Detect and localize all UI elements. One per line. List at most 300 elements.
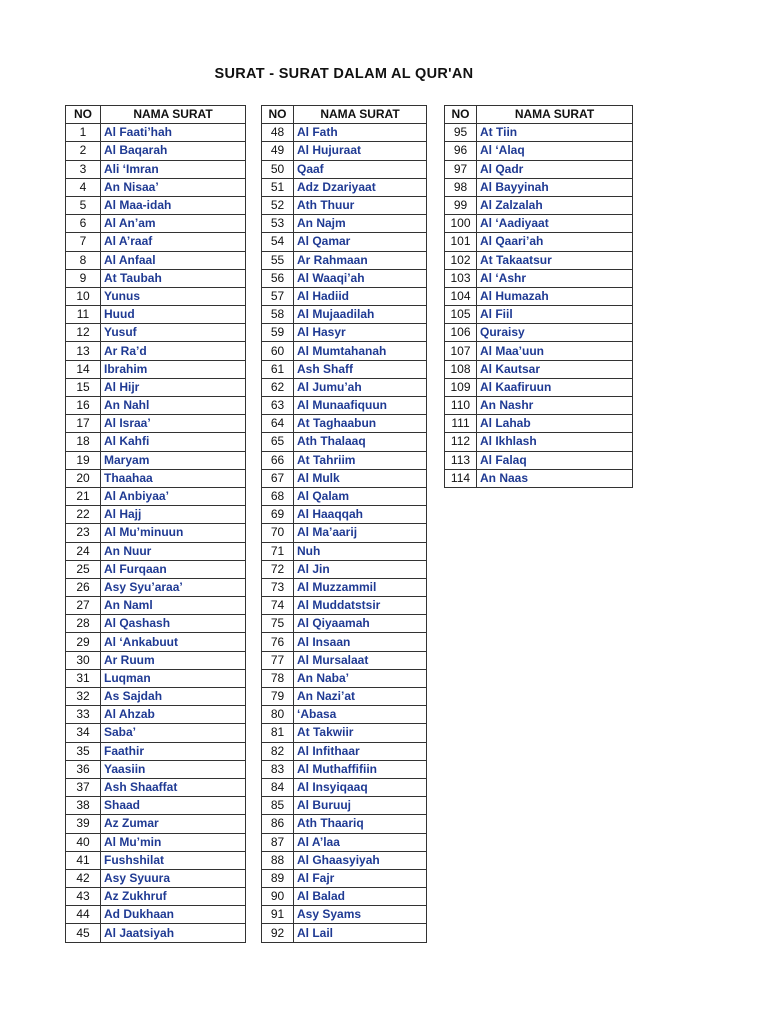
surat-name: Al Lahab	[477, 415, 633, 433]
table-row	[66, 433, 246, 451]
table-row	[262, 597, 427, 615]
table-row	[262, 560, 427, 578]
table-row	[262, 378, 427, 396]
surat-name: Ar Rahmaan	[294, 251, 427, 269]
surat-name: Al Maa’uun	[477, 342, 633, 360]
surat-name: Ash Shaaffat	[101, 778, 246, 796]
surat-name: Nuh	[294, 542, 427, 560]
surat-number: 84	[262, 778, 294, 796]
surat-number: 19	[66, 451, 101, 469]
surat-name: Al Jin	[294, 560, 427, 578]
surat-number: 75	[262, 615, 294, 633]
surat-name: Al Fath	[294, 124, 427, 142]
table-row	[66, 160, 246, 178]
surat-number: 61	[262, 360, 294, 378]
surat-name: At Takwiir	[294, 724, 427, 742]
surat-number: 98	[445, 178, 477, 196]
table-row	[262, 306, 427, 324]
table-row	[66, 378, 246, 396]
surat-number: 50	[262, 160, 294, 178]
surat-number: 83	[262, 760, 294, 778]
surat-name: Al Hujuraat	[294, 142, 427, 160]
surat-name: Al Ikhlash	[477, 433, 633, 451]
surat-number: 111	[445, 415, 477, 433]
table-row	[445, 142, 633, 160]
table-row	[262, 778, 427, 796]
surat-number: 100	[445, 215, 477, 233]
surat-name: Ath Thuur	[294, 196, 427, 214]
surat-number: 10	[66, 287, 101, 305]
page-title: SURAT - SURAT DALAM AL QUR'AN	[214, 66, 474, 82]
table-row	[262, 433, 427, 451]
surat-number: 16	[66, 397, 101, 415]
table-row	[445, 178, 633, 196]
surat-number: 56	[262, 269, 294, 287]
surat-number: 5	[66, 196, 101, 214]
table-row	[262, 924, 427, 942]
table-row	[66, 451, 246, 469]
surat-name: An Naba’	[294, 669, 427, 687]
table-row	[66, 215, 246, 233]
surat-number: 110	[445, 397, 477, 415]
surat-name: Al Qadr	[477, 160, 633, 178]
surat-name: Yaasiin	[101, 760, 246, 778]
surat-name: Ath Thaariq	[294, 815, 427, 833]
table-row	[262, 815, 427, 833]
surat-number: 103	[445, 269, 477, 287]
surat-name: An Nazi’at	[294, 688, 427, 706]
table-row	[262, 451, 427, 469]
surat-number: 21	[66, 487, 101, 505]
surat-number: 23	[66, 524, 101, 542]
table-row	[262, 633, 427, 651]
surat-name: Al Ghaasyiyah	[294, 851, 427, 869]
surat-name: Al An’am	[101, 215, 246, 233]
surat-name: Al Qamar	[294, 233, 427, 251]
surat-number: 33	[66, 706, 101, 724]
surat-number: 71	[262, 542, 294, 560]
table-row	[66, 560, 246, 578]
table-row	[66, 397, 246, 415]
table-row	[66, 142, 246, 160]
surat-name: Al Humazah	[477, 287, 633, 305]
table-row	[66, 760, 246, 778]
surat-number: 7	[66, 233, 101, 251]
surat-name: Al Insaan	[294, 633, 427, 651]
table-row	[66, 906, 246, 924]
surat-table-2	[261, 105, 427, 943]
surat-number: 60	[262, 342, 294, 360]
column-header-nama-surat: NAMA SURAT	[101, 106, 246, 124]
surat-name: Al Baqarah	[101, 142, 246, 160]
table-row	[262, 324, 427, 342]
table-row	[66, 833, 246, 851]
table-row	[66, 924, 246, 942]
surat-number: 65	[262, 433, 294, 451]
table-row	[445, 451, 633, 469]
surat-number: 28	[66, 615, 101, 633]
surat-number: 67	[262, 469, 294, 487]
table-row	[66, 124, 246, 142]
surat-number: 55	[262, 251, 294, 269]
surat-name: Al Munaafiquun	[294, 397, 427, 415]
table-row	[66, 706, 246, 724]
surat-name: Al Furqaan	[101, 560, 246, 578]
table-row	[66, 469, 246, 487]
surat-name: Al Ahzab	[101, 706, 246, 724]
table-header-row	[66, 106, 246, 124]
table-row	[262, 742, 427, 760]
surat-number: 104	[445, 287, 477, 305]
table-row	[66, 269, 246, 287]
table-row	[262, 578, 427, 596]
table-row	[262, 869, 427, 887]
table-row	[262, 196, 427, 214]
table-row	[262, 724, 427, 742]
surat-number: 92	[262, 924, 294, 942]
table-row	[262, 888, 427, 906]
surat-number: 15	[66, 378, 101, 396]
surat-number: 4	[66, 178, 101, 196]
table-row	[262, 542, 427, 560]
surat-number: 39	[66, 815, 101, 833]
table-row	[445, 160, 633, 178]
surat-number: 102	[445, 251, 477, 269]
surat-number: 73	[262, 578, 294, 596]
table-row	[66, 578, 246, 596]
surat-number: 74	[262, 597, 294, 615]
surat-number: 8	[66, 251, 101, 269]
surat-name: An Nisaa’	[101, 178, 246, 196]
table-row	[445, 360, 633, 378]
table-row	[262, 797, 427, 815]
surat-number: 97	[445, 160, 477, 178]
surat-number: 41	[66, 851, 101, 869]
surat-number: 17	[66, 415, 101, 433]
table-row	[66, 506, 246, 524]
column-header-no: NO	[262, 106, 294, 124]
surat-number: 11	[66, 306, 101, 324]
surat-number: 25	[66, 560, 101, 578]
surat-name: Al Mu’minuun	[101, 524, 246, 542]
table-row	[262, 287, 427, 305]
surat-number: 89	[262, 869, 294, 887]
surat-name: An Nashr	[477, 397, 633, 415]
surat-name: Ath Thalaaq	[294, 433, 427, 451]
surat-number: 2	[66, 142, 101, 160]
surat-name: Saba’	[101, 724, 246, 742]
surat-number: 79	[262, 688, 294, 706]
surat-number: 72	[262, 560, 294, 578]
surat-number: 112	[445, 433, 477, 451]
table-row	[262, 760, 427, 778]
surat-name: Faathir	[101, 742, 246, 760]
table-row	[445, 124, 633, 142]
table-row	[66, 688, 246, 706]
column-header-no: NO	[445, 106, 477, 124]
surat-name: At Takaatsur	[477, 251, 633, 269]
surat-name: Al Fajr	[294, 869, 427, 887]
table-row	[66, 742, 246, 760]
surat-name: Al Insyiqaaq	[294, 778, 427, 796]
surat-name: Al Hadiid	[294, 287, 427, 305]
surat-number: 91	[262, 906, 294, 924]
table-row	[66, 415, 246, 433]
table-row	[66, 342, 246, 360]
surat-number: 53	[262, 215, 294, 233]
surat-number: 69	[262, 506, 294, 524]
table-row	[66, 851, 246, 869]
surat-number: 62	[262, 378, 294, 396]
table-row	[262, 906, 427, 924]
surat-number: 77	[262, 651, 294, 669]
surat-number: 48	[262, 124, 294, 142]
surat-number: 109	[445, 378, 477, 396]
table-row	[262, 142, 427, 160]
table-row	[262, 506, 427, 524]
surat-name: As Sajdah	[101, 688, 246, 706]
surat-name: Al Falaq	[477, 451, 633, 469]
surat-name: An Nuur	[101, 542, 246, 560]
table-header-row	[445, 106, 633, 124]
surat-name: Al Mumtahanah	[294, 342, 427, 360]
surat-name: At Tiin	[477, 124, 633, 142]
surat-name: Al Israa’	[101, 415, 246, 433]
surat-name: Al Kahfi	[101, 433, 246, 451]
column-header-no: NO	[66, 106, 101, 124]
surat-number: 43	[66, 888, 101, 906]
surat-number: 99	[445, 196, 477, 214]
surat-name: Al Mulk	[294, 469, 427, 487]
surat-name: Ash Shaff	[294, 360, 427, 378]
surat-name: Al Anfaal	[101, 251, 246, 269]
table-row	[66, 233, 246, 251]
surat-name: Al Kautsar	[477, 360, 633, 378]
surat-number: 29	[66, 633, 101, 651]
table-row	[262, 851, 427, 869]
table-row	[66, 287, 246, 305]
column-header-nama-surat: NAMA SURAT	[294, 106, 427, 124]
surat-number: 37	[66, 778, 101, 796]
surat-name: ‘Abasa	[294, 706, 427, 724]
surat-number: 114	[445, 469, 477, 487]
table-row	[445, 251, 633, 269]
surat-number: 66	[262, 451, 294, 469]
table-row	[66, 524, 246, 542]
surat-number: 27	[66, 597, 101, 615]
surat-table-1	[65, 105, 246, 943]
table-row	[445, 269, 633, 287]
surat-name: An Naas	[477, 469, 633, 487]
surat-number: 26	[66, 578, 101, 596]
table-row	[262, 178, 427, 196]
surat-name: Al Muthaffifiin	[294, 760, 427, 778]
surat-name: Al Jumu’ah	[294, 378, 427, 396]
surat-name: Huud	[101, 306, 246, 324]
table-row	[66, 651, 246, 669]
surat-number: 13	[66, 342, 101, 360]
surat-name: Al Qiyaamah	[294, 615, 427, 633]
surat-name: Asy Syams	[294, 906, 427, 924]
surat-name: At Tahriim	[294, 451, 427, 469]
surat-number: 9	[66, 269, 101, 287]
table-row	[445, 196, 633, 214]
surat-number: 51	[262, 178, 294, 196]
surat-number: 36	[66, 760, 101, 778]
surat-name: Ar Ruum	[101, 651, 246, 669]
table-row	[66, 251, 246, 269]
surat-number: 32	[66, 688, 101, 706]
surat-name: Al ‘Ankabuut	[101, 633, 246, 651]
surat-name: Al Bayyinah	[477, 178, 633, 196]
table-row	[262, 269, 427, 287]
surat-name: Al Mu’min	[101, 833, 246, 851]
table-row	[262, 124, 427, 142]
surat-name: Az Zumar	[101, 815, 246, 833]
surat-number: 22	[66, 506, 101, 524]
table-row	[262, 251, 427, 269]
table-row	[262, 615, 427, 633]
surat-number: 81	[262, 724, 294, 742]
surat-name: Al Qashash	[101, 615, 246, 633]
surat-name: Al Lail	[294, 924, 427, 942]
surat-name: Luqman	[101, 669, 246, 687]
surat-number: 105	[445, 306, 477, 324]
table-row	[66, 888, 246, 906]
surat-number: 78	[262, 669, 294, 687]
surat-name: Ar Ra’d	[101, 342, 246, 360]
table-row	[445, 397, 633, 415]
surat-number: 68	[262, 487, 294, 505]
surat-number: 31	[66, 669, 101, 687]
table-row	[66, 360, 246, 378]
surat-number: 30	[66, 651, 101, 669]
column-header-nama-surat: NAMA SURAT	[477, 106, 633, 124]
table-row	[262, 524, 427, 542]
table-row	[66, 542, 246, 560]
surat-name: An Naml	[101, 597, 246, 615]
table-row	[66, 178, 246, 196]
table-row	[445, 306, 633, 324]
surat-name: Al Maa-idah	[101, 196, 246, 214]
table-row	[262, 415, 427, 433]
surat-name: Ad Dukhaan	[101, 906, 246, 924]
surat-name: Al Qalam	[294, 487, 427, 505]
surat-number: 58	[262, 306, 294, 324]
surat-number: 86	[262, 815, 294, 833]
surat-number: 12	[66, 324, 101, 342]
surat-number: 82	[262, 742, 294, 760]
surat-number: 70	[262, 524, 294, 542]
surat-number: 87	[262, 833, 294, 851]
surat-number: 107	[445, 342, 477, 360]
surat-number: 20	[66, 469, 101, 487]
surat-name: Al Faati’hah	[101, 124, 246, 142]
table-row	[262, 215, 427, 233]
surat-number: 63	[262, 397, 294, 415]
table-row	[66, 869, 246, 887]
surat-number: 106	[445, 324, 477, 342]
table-row	[66, 797, 246, 815]
surat-number: 35	[66, 742, 101, 760]
surat-name: Al Buruuj	[294, 797, 427, 815]
table-row	[445, 415, 633, 433]
table-row	[445, 378, 633, 396]
surat-name: Al Infithaar	[294, 742, 427, 760]
table-row	[262, 233, 427, 251]
surat-number: 52	[262, 196, 294, 214]
surat-name: Ibrahim	[101, 360, 246, 378]
table-row	[66, 306, 246, 324]
surat-name: Al Hijr	[101, 378, 246, 396]
table-row	[262, 160, 427, 178]
surat-number: 44	[66, 906, 101, 924]
surat-name: Al Waaqi’ah	[294, 269, 427, 287]
surat-number: 59	[262, 324, 294, 342]
surat-number: 96	[445, 142, 477, 160]
surat-name: Al ‘Aadiyaat	[477, 215, 633, 233]
surat-name: Al Kaafiruun	[477, 378, 633, 396]
surat-name: Quraisy	[477, 324, 633, 342]
surat-name: Al Anbiyaa’	[101, 487, 246, 505]
table-row	[66, 633, 246, 651]
surat-number: 85	[262, 797, 294, 815]
table-row	[66, 487, 246, 505]
surat-name: Al Zalzalah	[477, 196, 633, 214]
surat-name: Az Zukhruf	[101, 888, 246, 906]
surat-number: 40	[66, 833, 101, 851]
surat-name: Al ‘Alaq	[477, 142, 633, 160]
table-row	[262, 469, 427, 487]
surat-name: Maryam	[101, 451, 246, 469]
surat-table-3	[444, 105, 633, 488]
surat-number: 90	[262, 888, 294, 906]
surat-number: 95	[445, 124, 477, 142]
surat-number: 42	[66, 869, 101, 887]
surat-number: 34	[66, 724, 101, 742]
surat-name: At Taubah	[101, 269, 246, 287]
table-row	[66, 324, 246, 342]
surat-name: Al A’raaf	[101, 233, 246, 251]
surat-name: Al ‘Ashr	[477, 269, 633, 287]
surat-name: Al Ma’aarij	[294, 524, 427, 542]
surat-name: At Taghaabun	[294, 415, 427, 433]
surat-name: Yunus	[101, 287, 246, 305]
surat-name: Asy Syuura	[101, 869, 246, 887]
surat-name: Al Jaatsiyah	[101, 924, 246, 942]
surat-name: Al Mujaadilah	[294, 306, 427, 324]
surat-number: 88	[262, 851, 294, 869]
table-row	[445, 469, 633, 487]
table-row	[262, 833, 427, 851]
table-row	[262, 487, 427, 505]
surat-number: 101	[445, 233, 477, 251]
surat-name: Al Fiil	[477, 306, 633, 324]
table-row	[445, 324, 633, 342]
surat-number: 6	[66, 215, 101, 233]
surat-name: Al Hajj	[101, 506, 246, 524]
surat-name: Yusuf	[101, 324, 246, 342]
surat-number: 18	[66, 433, 101, 451]
surat-name: Shaad	[101, 797, 246, 815]
table-row	[66, 196, 246, 214]
surat-number: 45	[66, 924, 101, 942]
table-row	[262, 342, 427, 360]
table-row	[445, 287, 633, 305]
table-row	[66, 669, 246, 687]
table-row	[66, 724, 246, 742]
surat-name: Al Qaari’ah	[477, 233, 633, 251]
